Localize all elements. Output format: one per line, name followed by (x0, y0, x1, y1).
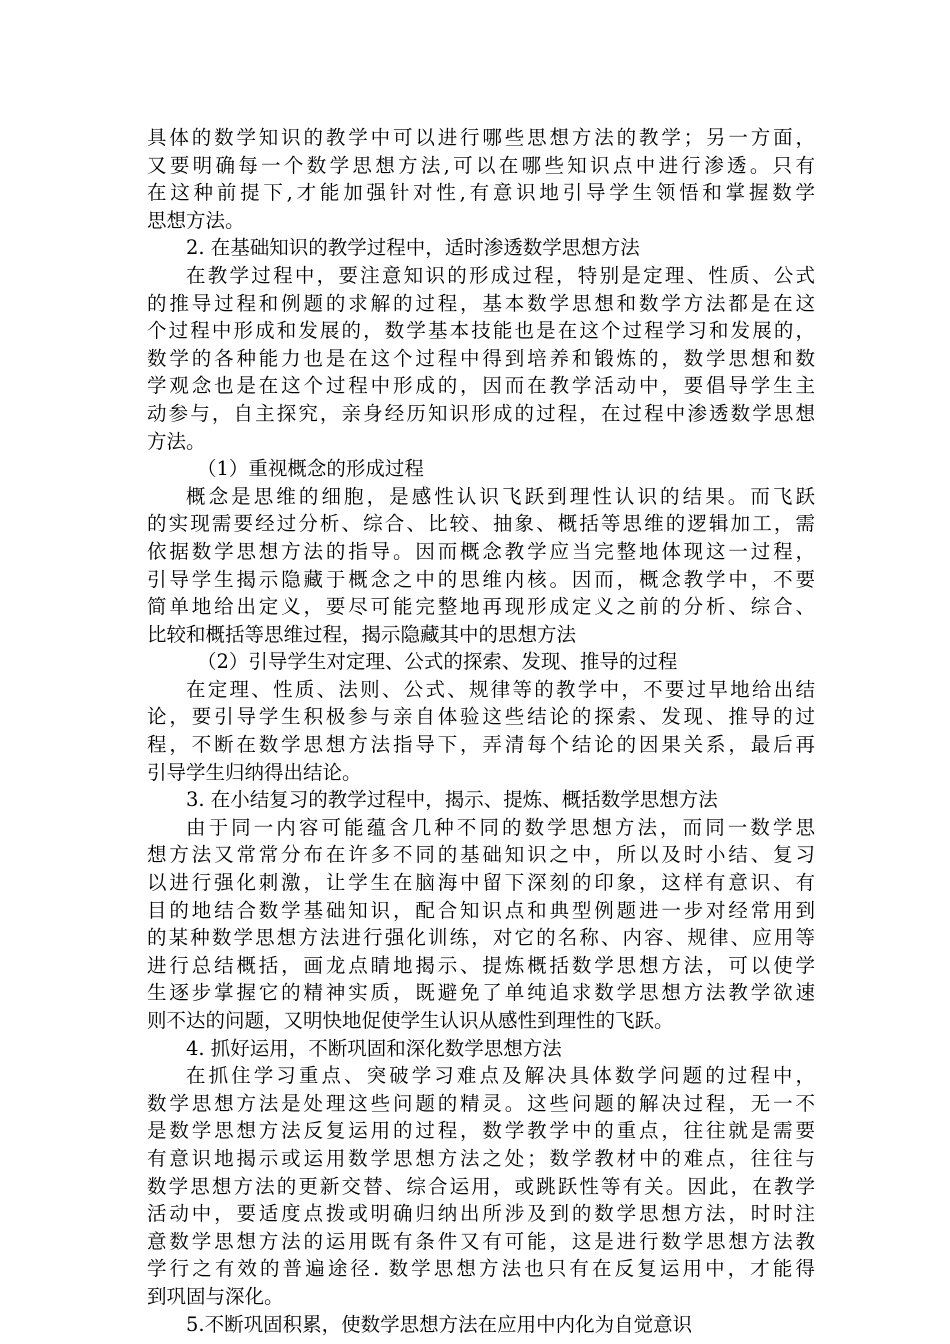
text-line: 引导学生归纳得出结论。 (147, 760, 362, 784)
text-line: 学行之有效的普遍途径. 数学思想方法也只有在反复运用中，才能得 (147, 1257, 815, 1281)
text-line: 数学思想方法的更新交替、综合运用，或跳跃性等有关。因此，在教学 (147, 1174, 815, 1198)
text-line: 比较和概括等思维过程，揭示隐藏其中的思想方法 (147, 622, 577, 646)
section-heading: 5.不断巩固积累，使数学思想方法在应用中内化为自觉意识 (186, 1312, 693, 1336)
text-line: 想方法又常常分布在许多不同的基础知识之中，所以及时小结、复习 (147, 843, 815, 867)
text-line: 在定理、性质、法则、公式、规律等的教学中，不要过早地给出结 (186, 677, 815, 701)
text-line: 的推导过程和例题的求解的过程，基本数学思想和数学方法都是在这 (147, 291, 815, 315)
text-line: 目的地结合数学基础知识，配合知识点和典型例题进一步对经常用到 (147, 898, 815, 922)
text-line: 到巩固与深化。 (147, 1284, 284, 1308)
section-heading: 3. 在小结复习的教学过程中，揭示、提炼、概括数学思想方法 (186, 788, 718, 812)
text-line: 在这种前提下,才能加强针对性,有意识地引导学生领悟和掌握数学 (147, 181, 815, 205)
text-line: 有意识地揭示或运用数学思想方法之处；数学教材中的难点，往往与 (147, 1146, 815, 1170)
text-line: 由于同一内容可能蕴含几种不同的数学思想方法，而同一数学思 (186, 815, 815, 839)
text-line: 生逐步掌握它的精神实质，既避免了单纯追求数学思想方法教学欲速 (147, 981, 815, 1005)
section-heading: 4. 抓好运用，不断巩固和深化数学思想方法 (186, 1036, 562, 1060)
text-line: 简单地给出定义，要尽可能完整地再现形成定义之前的分析、综合、 (147, 595, 815, 619)
text-line: 学观念也是在这个过程中形成的，因而在教学活动中，要倡导学生主 (147, 374, 815, 398)
text-line: 论，要引导学生积极参与亲自体验这些结论的探索、发现、推导的过 (147, 705, 815, 729)
text-line: 方法。 (147, 429, 206, 453)
text-line: 是数学思想方法反复运用的过程，数学教学中的重点，往往就是需要 (147, 1119, 815, 1143)
text-line: 程，不断在数学思想方法指导下，弄清每个结论的因果关系，最后再 (147, 733, 815, 757)
text-line: 的实现需要经过分析、综合、比较、抽象、概括等思维的逻辑加工，需 (147, 512, 815, 536)
text-line: 个过程中形成和发展的，数学基本技能也是在这个过程学习和发展的， (147, 319, 815, 343)
text-line: 的某种数学思想方法进行强化训练，对它的名称、内容、规律、应用等 (147, 926, 815, 950)
text-line: 在抓住学习重点、突破学习难点及解决具体数学问题的过程中， (186, 1064, 815, 1088)
text-line: 动参与，自主探究，亲身经历知识形成的过程，在过程中渗透数学思想 (147, 401, 815, 425)
text-line: 具体的数学知识的教学中可以进行哪些思想方法的教学；另一方面， (147, 126, 815, 149)
text-line: 则不达的问题，又明快地促使学生认识从感性到理性的飞跃。 (147, 1009, 674, 1032)
subsection-heading: （2）引导学生对定理、公式的探索、发现、推导的过程 (197, 650, 678, 674)
text-line: 以进行强化刺激，让学生在脑海中留下深刻的印象，这样有意识、有 (147, 871, 815, 895)
text-line: 活动中，要适度点拨或明确归纳出所涉及到的数学思想方法，时时注 (147, 1202, 815, 1226)
text-line: 又要明确每一个数学思想方法,可以在哪些知识点中进行渗透。只有 (147, 153, 815, 177)
text-line: 概念是思维的细胞，是感性认识飞跃到理性认识的结果。而飞跃 (186, 484, 815, 508)
text-line: 数学思想方法是处理这些问题的精灵。这些问题的解决过程，无一不 (147, 1091, 815, 1115)
text-line: 意数学思想方法的运用既有条件又有可能，这是进行数学思想方法教 (147, 1229, 815, 1253)
text-line: 在教学过程中，要注意知识的形成过程，特别是定理、性质、公式 (186, 263, 815, 287)
text-line: 数学的各种能力也是在这个过程中得到培养和锻炼的，数学思想和数 (147, 346, 815, 370)
text-line: 进行总结概括，画龙点睛地揭示、提炼概括数学思想方法，可以使学 (147, 953, 815, 977)
document-page (147, 124, 815, 1338)
text-line: 依据数学思想方法的指导。因而概念教学应当完整地体现这一过程， (147, 539, 815, 563)
text-line: 思想方法。 (147, 208, 245, 232)
subsection-heading: （1）重视概念的形成过程 (197, 457, 424, 481)
section-heading: 2. 在基础知识的教学过程中，适时渗透数学思想方法 (186, 236, 640, 260)
text-line: 引导学生揭示隐藏于概念之中的思维内核。因而，概念教学中，不要 (147, 567, 815, 591)
